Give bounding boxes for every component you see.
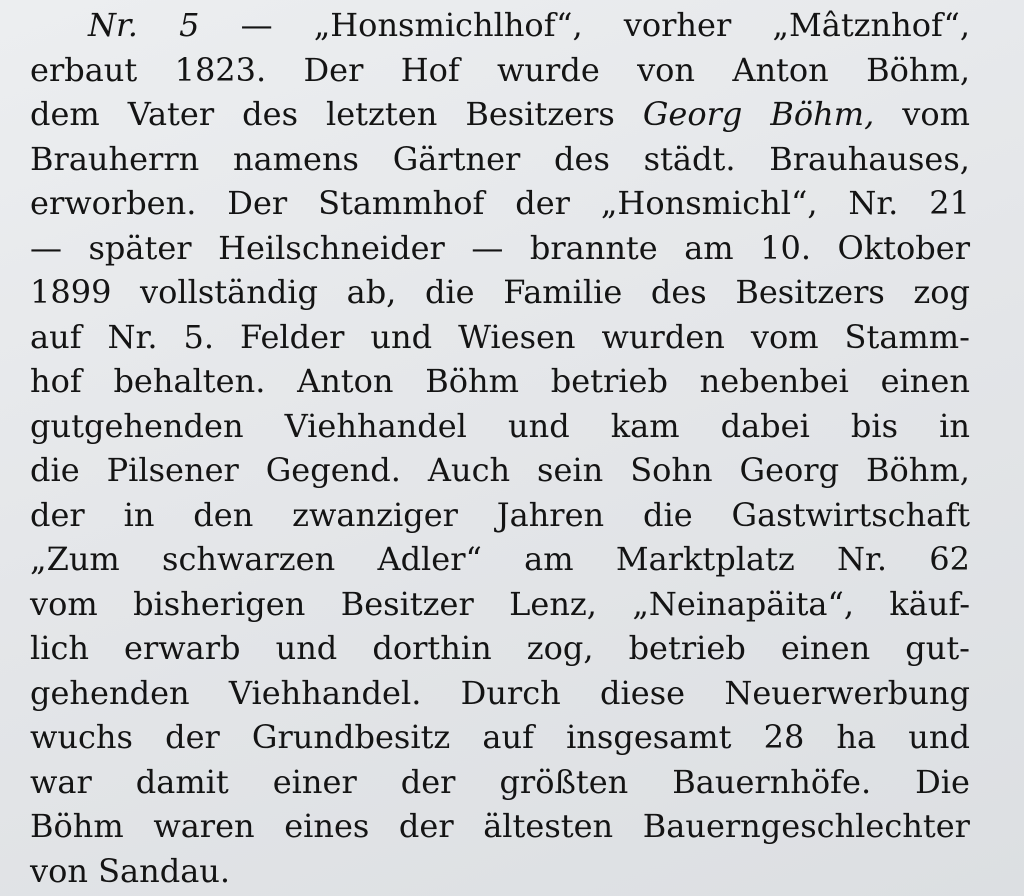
text-line — [30, 494, 970, 536]
word: Viehhandel. — [228, 673, 422, 712]
word: und — [275, 629, 338, 667]
word: 10. — [760, 228, 812, 267]
word: Gegend. — [265, 451, 401, 489]
text-line — [30, 227, 970, 269]
word: Böhm — [30, 807, 124, 845]
word: bis — [850, 406, 899, 445]
word: kam — [610, 406, 680, 445]
word: Neuerwerbung — [724, 673, 970, 712]
word: Böhm, — [770, 95, 875, 133]
word: und — [908, 718, 970, 756]
word: zog — [913, 273, 970, 311]
word: wurden — [601, 317, 725, 356]
word: Brauhauses, — [769, 139, 970, 178]
word: Gärtner — [392, 139, 521, 178]
word: Jahren — [496, 495, 605, 534]
word: Sohn — [630, 451, 713, 489]
document-page — [30, 0, 970, 896]
text-line — [30, 405, 970, 447]
word: Nr. — [107, 317, 158, 356]
word: dorthin — [372, 629, 492, 667]
word: — — [240, 6, 273, 44]
word: 21 — [929, 184, 970, 222]
word: einer — [272, 762, 357, 801]
word: Marktplatz — [615, 540, 795, 578]
word: Bauerngeschlechter — [642, 807, 970, 845]
word: der — [400, 762, 456, 801]
word: dabei — [720, 406, 810, 445]
word: Sandau. — [98, 851, 231, 890]
word: Stammhof — [318, 184, 485, 222]
word: ha — [836, 718, 877, 756]
word: erwarb — [124, 629, 241, 667]
word: „Zum — [30, 540, 120, 578]
word: Besitzer — [340, 584, 474, 623]
word: 5. — [183, 317, 215, 356]
word: gutgehenden — [30, 406, 244, 445]
word: Besitzers — [465, 95, 615, 133]
word: wuchs — [30, 718, 133, 756]
word: Der — [227, 184, 288, 222]
word: — — [30, 228, 62, 267]
word: bisherigen — [133, 584, 306, 623]
word: schwarzen — [162, 540, 336, 578]
word: 28 — [763, 718, 805, 756]
text-line — [30, 271, 970, 313]
text-line — [30, 672, 970, 714]
word: später — [88, 228, 192, 267]
word: des — [650, 273, 707, 311]
word: städt. — [643, 139, 736, 178]
word: Pilsener — [106, 451, 239, 489]
text-line — [30, 583, 970, 625]
word: „Honsmichl“, — [600, 184, 818, 222]
word: waren — [153, 807, 255, 845]
word: in — [939, 406, 970, 445]
word: 5 — [179, 6, 200, 44]
word: letzten — [326, 95, 438, 133]
word: Georg — [642, 95, 743, 133]
word: nebenbei — [699, 362, 849, 400]
word: und — [370, 317, 433, 356]
text-line — [30, 138, 970, 180]
word: Georg — [739, 451, 840, 489]
word: vom — [30, 584, 98, 623]
word: dem — [30, 95, 100, 133]
word: einen — [880, 362, 970, 400]
word: Heilschneider — [218, 228, 445, 267]
word: behalten. — [113, 362, 266, 400]
word: Brauherrn — [30, 139, 200, 178]
word: Stamm- — [844, 317, 970, 356]
word: auf — [30, 317, 82, 356]
word: der — [398, 807, 454, 845]
word: der — [515, 184, 570, 222]
word: vollständig — [140, 273, 319, 311]
word: zog, — [526, 629, 594, 667]
word: Nr. — [848, 184, 899, 222]
word: Besitzers — [735, 273, 885, 311]
text-line — [30, 49, 970, 91]
word: Adler“ — [377, 540, 482, 578]
text-line — [30, 627, 970, 669]
word: von — [30, 851, 88, 890]
word: war — [30, 762, 92, 801]
word: Anton — [732, 50, 829, 89]
word: Familie — [503, 273, 623, 311]
word: und — [507, 406, 570, 445]
word: 62 — [929, 540, 970, 578]
text-line — [30, 316, 970, 358]
word: die — [30, 451, 80, 489]
word: Gastwirtschaft — [731, 495, 970, 534]
word: die — [643, 495, 693, 534]
word: Vater — [127, 95, 215, 133]
word: am — [524, 540, 574, 578]
word: namens — [232, 139, 359, 178]
text-line — [30, 805, 970, 847]
word: die — [424, 273, 475, 311]
text-line — [30, 761, 970, 803]
word: lich — [30, 629, 89, 667]
text-line — [30, 360, 970, 402]
text-line — [30, 850, 970, 892]
word: Nr. — [88, 6, 138, 44]
word: „Mâtznhof“, — [772, 6, 970, 44]
word: betrieb — [550, 362, 668, 400]
word: vorher — [623, 6, 732, 44]
word: ab, — [346, 273, 397, 311]
word: damit — [135, 762, 229, 801]
text-line — [30, 93, 970, 135]
text-line — [30, 182, 970, 224]
word: der — [165, 718, 220, 756]
word: „Neinapäita“, — [632, 584, 855, 623]
word: Durch — [460, 673, 561, 712]
word: zwanziger — [292, 495, 458, 534]
word: in — [123, 495, 155, 534]
word: Wiesen — [458, 317, 576, 356]
word: vom — [750, 317, 819, 356]
word: Hof — [400, 50, 460, 89]
word: Lenz, — [509, 584, 597, 623]
word: Felder — [240, 317, 345, 356]
word: insgesamt — [566, 718, 732, 756]
word: brannte — [529, 228, 658, 267]
word: 1899 — [30, 273, 112, 311]
word: hof — [30, 362, 82, 400]
text-line — [30, 449, 970, 491]
word: Bauernhöfe. — [672, 762, 872, 801]
text-line — [30, 538, 970, 580]
word: Anton — [297, 362, 394, 400]
word: gut- — [905, 629, 970, 667]
word: „Honsmichlhof“, — [313, 6, 583, 44]
word: der — [30, 495, 85, 534]
word: ältesten — [483, 807, 614, 845]
word: den — [193, 495, 254, 534]
word: Auch — [427, 451, 511, 489]
word: von — [637, 50, 696, 89]
word: 1823. — [174, 50, 267, 89]
word: erworben. — [30, 184, 197, 222]
word: des — [554, 139, 610, 178]
word: Grundbesitz — [251, 718, 451, 756]
word: Böhm, — [866, 451, 970, 489]
word: Viehhandel — [284, 406, 467, 445]
word: gehenden — [30, 673, 190, 712]
word: sein — [537, 451, 604, 489]
word: Oktober — [837, 228, 970, 267]
word: — — [471, 228, 504, 267]
word: des — [242, 95, 298, 133]
word: am — [684, 228, 734, 267]
word: betrieb — [628, 629, 746, 667]
word: Böhm — [425, 362, 519, 400]
word: Böhm, — [866, 50, 970, 89]
word: einen — [780, 629, 871, 667]
word: vom — [902, 95, 970, 133]
text-line — [30, 716, 970, 758]
word: wurde — [497, 50, 600, 89]
word: auf — [482, 718, 534, 756]
text-line — [88, 4, 970, 46]
word: größten — [499, 762, 629, 801]
word: Der — [303, 50, 364, 89]
word: Nr. — [837, 540, 887, 578]
word: Die — [915, 762, 970, 801]
word: erbaut — [30, 50, 138, 89]
word: käuf- — [889, 584, 970, 623]
word: eines — [284, 807, 370, 845]
word: diese — [600, 673, 686, 712]
